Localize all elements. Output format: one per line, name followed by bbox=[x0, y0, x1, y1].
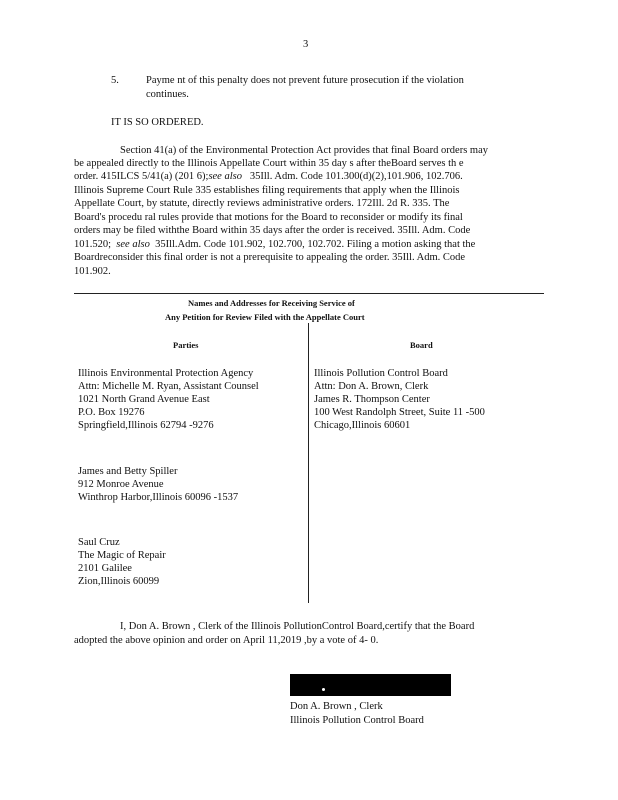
see-also-text: see also bbox=[116, 239, 150, 250]
party-block-cruz bbox=[78, 536, 166, 588]
section-41-line-2: be appealed directly to the Illinois Appellate Court within 35 day s after theBoard serves th e bbox=[74, 158, 464, 169]
board-column-label: Board bbox=[410, 340, 433, 350]
board-block bbox=[314, 367, 485, 432]
party-block-spiller bbox=[78, 465, 238, 504]
board-line: Illinois Pollution Control Board bbox=[314, 368, 448, 379]
service-header-line-1: Names and Addresses for Receiving Service of bbox=[188, 298, 355, 308]
section-41-line-4: Illinois Supreme Court Rule 335 establishes filing requirements that apply when the Illinois bbox=[74, 185, 460, 196]
party-line: Saul Cruz bbox=[78, 537, 120, 548]
parties-column-label: Parties bbox=[173, 340, 199, 350]
section-41-line-8-start: 101.520; bbox=[74, 239, 112, 250]
party-line: Attn: Michelle M. Ryan, Assistant Counsel bbox=[78, 381, 259, 392]
item-text-line-2: continues. bbox=[146, 89, 189, 100]
certification-line-2: adopted the above opinion and order on April 11,2019 ,by a vote of 4- 0. bbox=[74, 635, 379, 646]
party-line: Winthrop Harbor,Illinois 60096 -1537 bbox=[78, 492, 239, 503]
section-41-line-8 bbox=[74, 238, 475, 251]
section-41-line-10: 101.902. bbox=[74, 266, 111, 277]
signer-organization: Illinois Pollution Control Board bbox=[290, 715, 424, 726]
signer-name: Don A. Brown , Clerk bbox=[290, 701, 383, 712]
board-line: 100 West Randolph Street, Suite 11 -500 bbox=[314, 407, 485, 418]
signature-redaction bbox=[290, 674, 451, 696]
party-line: 1021 North Grand Avenue East bbox=[78, 394, 210, 405]
party-line: 2101 Galilee bbox=[78, 563, 132, 574]
section-41-line-6: Board's procedu ral rules provide that motions for the Board to reconsider or modify its final bbox=[74, 212, 463, 223]
service-header-line-2: Any Petition for Review Filed with the Appellate Court bbox=[165, 312, 365, 322]
board-line: Chicago,Illinois 60601 bbox=[314, 420, 411, 431]
section-41-line-7: orders may be filed withthe Board within 35 days after the order is received. 35Ill. Adm. Code bbox=[74, 225, 471, 236]
section-41-line-1: Section 41(a) of the Environmental Protection Act provides that final Board orders may bbox=[120, 145, 488, 156]
party-line: Illinois Environmental Protection Agency bbox=[78, 368, 254, 379]
item-number: 5. bbox=[111, 75, 119, 86]
section-41-line-8-end: 35Ill.Adm. Code 101.902, 102.700, 102.702. Filing a motion asking that the bbox=[155, 239, 476, 250]
party-line: Springfield,Illinois 62794 -9276 bbox=[78, 420, 214, 431]
section-41-line-3-start: order. 415ILCS 5/41(a) (201 6); bbox=[74, 171, 209, 182]
board-line: James R. Thompson Center bbox=[314, 394, 430, 405]
party-block-epa bbox=[78, 367, 259, 432]
section-41-line-3 bbox=[74, 170, 463, 183]
board-line: Attn: Don A. Brown, Clerk bbox=[314, 381, 429, 392]
party-line: P.O. Box 19276 bbox=[78, 407, 145, 418]
party-line: Zion,Illinois 60099 bbox=[78, 576, 160, 587]
party-line: The Magic of Repair bbox=[78, 550, 166, 561]
see-also-text: see also bbox=[208, 171, 242, 182]
section-41-line-9: Boardreconsider this final order is not a prerequisite to appealing the order. 35Ill. Adm. Code bbox=[74, 252, 466, 263]
section-41-line-5: Appellate Court, by statute, directly reviews administrative orders. 172Ill. 2d R. 335. The bbox=[74, 198, 450, 209]
so-ordered-heading: IT IS SO ORDERED. bbox=[111, 117, 204, 128]
party-line: James and Betty Spiller bbox=[78, 466, 178, 477]
party-line: 912 Monroe Avenue bbox=[78, 479, 164, 490]
table-top-rule bbox=[74, 293, 544, 294]
section-41-line-3-end: 35Ill. Adm. Code 101.300(d)(2),101.906, 102.706. bbox=[249, 171, 463, 182]
item-text-line-1: Payme nt of this penalty does not prevent future prosecution if the violation bbox=[146, 75, 464, 86]
page-number: 3 bbox=[303, 39, 309, 50]
certification-line-1: I, Don A. Brown , Clerk of the Illinois PollutionControl Board,certify that the Board bbox=[120, 621, 475, 632]
signature-mark bbox=[322, 688, 325, 691]
column-divider bbox=[308, 323, 309, 603]
